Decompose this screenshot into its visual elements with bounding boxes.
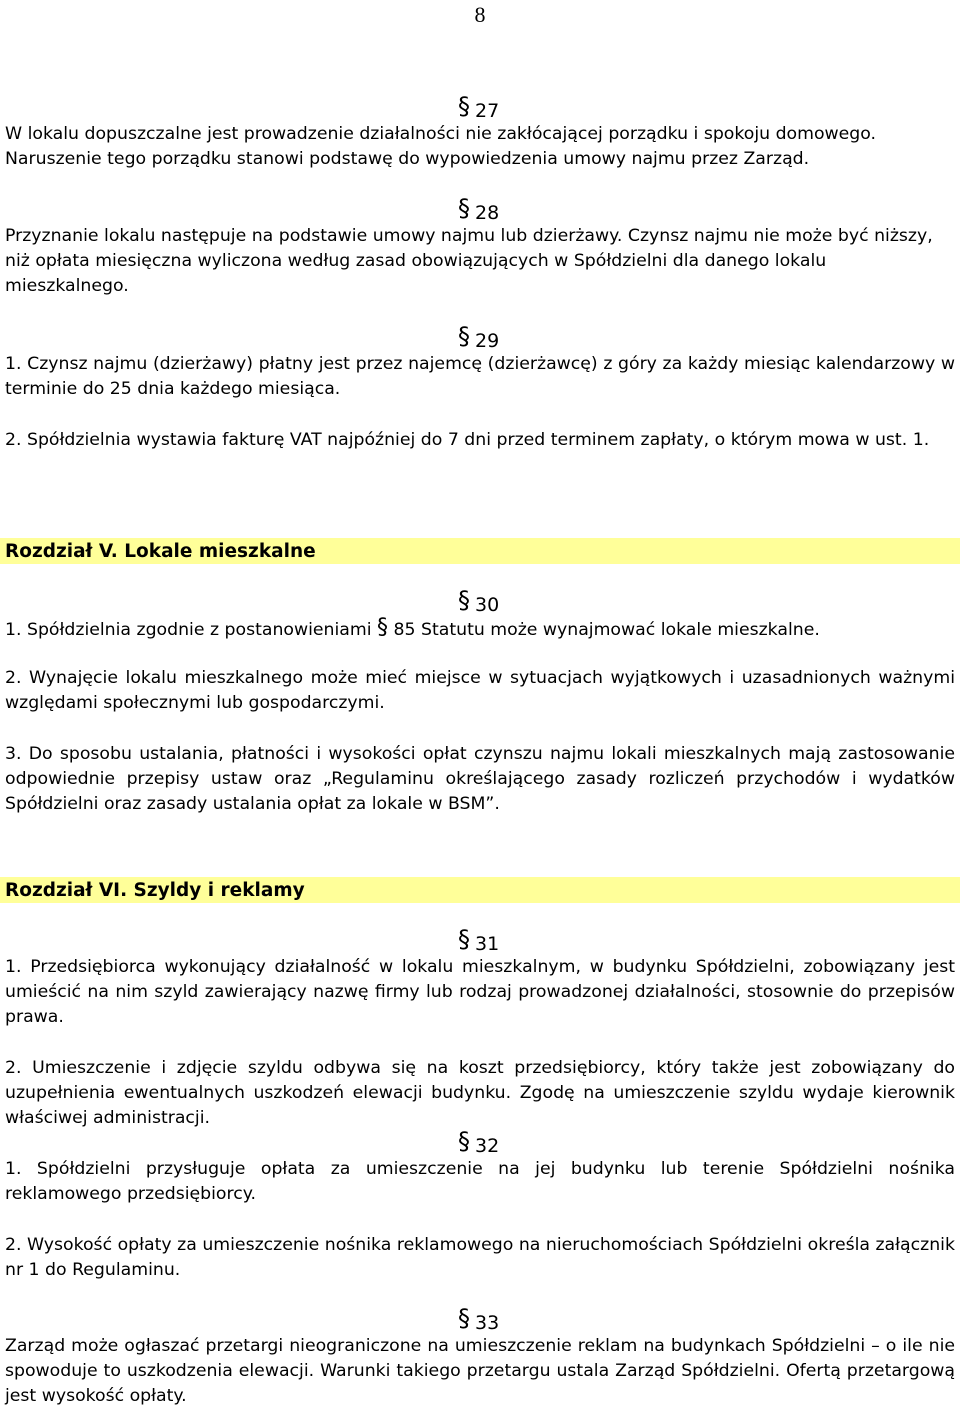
section-27-text: W lokalu dopuszczalne jest prowadzenie działalności nie zakłócającej porządku i spokoju domowego. Naruszenie tego porządku stanowi podstawę do wypowiedzenia umowy najmu przez Zarząd. [5,124,877,169]
section-27-heading [458,92,500,122]
section-31-paragraph-2: 2. Umieszczenie i zdjęcie szyldu odbywa się na koszt przedsiębiorcy, który także jest zobowiązany do uzupełnienia ewentualnych uszkodzeń elewacji budynku. Zgodę na umieszczenie szyldu wydaje kierownik właściwej administracji. [5,1058,955,1128]
section-31-heading [458,925,500,955]
section-sign: § [377,615,389,640]
section-number: 31 [475,933,500,955]
section-sign: § [458,1304,470,1332]
section-number: 29 [475,330,500,352]
section-32-paragraph-2: 2. Wysokość opłaty za umieszczenie nośnika reklamowego na nieruchomościach Spółdzielni określa załącznik nr 1 do Regulaminu. [5,1235,955,1280]
section-29-paragraph-2: 2. Spółdzielnia wystawia fakturę VAT najpóźniej do 7 dni przed terminem zapłaty, o którym mowa w ust. 1. [5,430,930,450]
chapter-6-heading: Rozdział VI. Szyldy i reklamy [0,877,960,903]
section-sign: § [458,194,470,222]
section-32-heading [458,1127,500,1157]
section-28-text: Przyznanie lokalu następuje na podstawie umowy najmu lub dzierżawy. Czynsz najmu nie może być niższy, niż opłata miesięczna wyliczona według zasad obowiązujących w Spółdzielni dla danego lokalu mieszkalnego. [5,226,933,296]
paragraph-text: 85 Statutu może wynajmować lokale mieszkalne. [388,620,820,640]
section-sign: § [458,1127,470,1155]
chapter-5-heading: Rozdział V. Lokale mieszkalne [0,538,960,564]
section-30-heading [458,586,500,616]
section-32-paragraph-1: 1. Spółdzielni przysługuje opłata za umieszczenie na jej budynku lub terenie Spółdzielni nośnika reklamowego przedsiębiorcy. [5,1159,955,1204]
section-number: 33 [475,1312,500,1334]
section-29-heading [458,322,500,352]
section-30-paragraph-1 [5,616,955,643]
section-number: 28 [475,202,500,224]
section-29-paragraph-1: 1. Czynsz najmu (dzierżawy) płatny jest przez najemcę (dzierżawcę) z góry za każdy miesiąc kalendarzowy w terminie do 25 dnia każdego miesiąca. [5,354,955,399]
section-sign: § [458,92,470,120]
page-number: 8 [474,2,486,27]
section-30-paragraph-3: 3. Do sposobu ustalania, płatności i wysokości opłat czynszu najmu lokali mieszkalnych mają zastosowanie odpowiednie przepisy ustaw oraz „Regulaminu określającego zasady rozliczeń przychodów i wydatków Spółdzielni oraz zasady ustalania opłat za lokale w BSM”. [5,744,955,814]
section-30-paragraph-2: 2. Wynajęcie lokalu mieszkalnego może mieć miejsce w sytuacjach wyjątkowych i uzasadnionych ważnymi względami społecznymi lub gospodarczymi. [5,668,955,713]
section-28-heading [458,194,500,224]
section-number: 32 [475,1135,500,1157]
section-33-text: Zarząd może ogłaszać przetargi nieograniczone na umieszczenie reklam na budynkach Spółdzielni – o ile nie spowoduje to uszkodzenia elewacji. Warunki takiego przetargu ustala Zarząd Spółdzielni. Ofertą przetargową jest wysokość opłaty. [5,1336,955,1406]
section-number: 27 [475,100,500,122]
section-sign: § [458,925,470,953]
section-number: 30 [475,594,500,616]
section-31-paragraph-1: 1. Przedsiębiorca wykonujący działalność w lokalu mieszkalnym, w budynku Spółdzielni, zobowiązany jest umieścić na nim szyld zawierający nazwę firmy lub rodzaj prowadzonej działalności, stosownie do przepisów prawa. [5,957,955,1027]
paragraph-text: 1. Spółdzielnia zgodnie z postanowieniami [5,620,378,640]
section-33-heading [458,1304,500,1334]
section-sign: § [458,322,470,350]
section-sign: § [458,586,470,614]
